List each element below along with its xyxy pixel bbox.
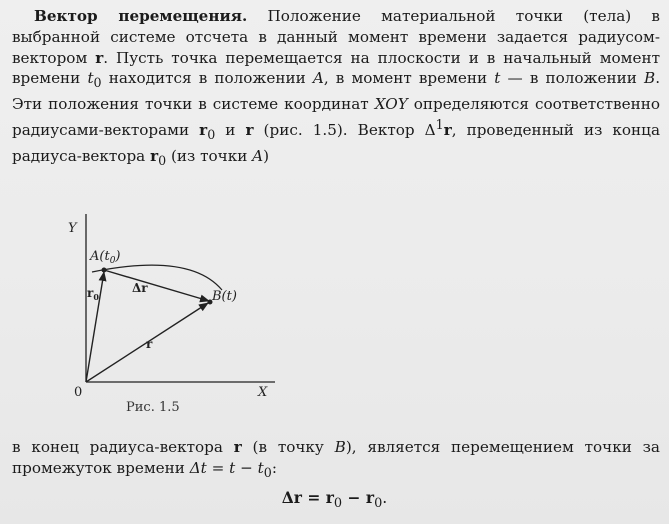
text-fragment: в конец радиуса-вектора (12, 438, 234, 456)
formula-lhs: Δr = r (281, 488, 334, 507)
vector-r0-label: $r_0$ (87, 286, 99, 302)
vector-delta-r-label: Δr (132, 281, 148, 295)
delta-symbol: Δ (424, 121, 436, 140)
vector-r: r (245, 121, 254, 140)
subscript: 0 (333, 496, 343, 512)
vector-r0: r (199, 121, 208, 140)
formula-end: . (382, 489, 388, 507)
vector-r0: r (150, 146, 159, 165)
var-t: t (87, 69, 94, 88)
origin-label: 0 (74, 385, 83, 400)
figure-1-5 (60, 200, 300, 430)
point-a-dot (102, 268, 107, 273)
paragraph-displacement-continued (12, 437, 660, 483)
text-fragment: определяются соответственно радиусами-векторами (12, 95, 660, 140)
vector-r: r (443, 121, 452, 140)
paragraph-heading: Вектор перемещения. (34, 7, 248, 25)
text-fragment: . Эти положения точки в системе координат (12, 69, 661, 114)
text-fragment: ) (263, 146, 270, 165)
text-fragment: Положение материальной точки (тела) в выбранной системе отсчета в данный момент времени задается радиусом-вектором (12, 7, 660, 67)
point-a: A (312, 69, 324, 88)
x-axis-label: X (258, 385, 268, 400)
point-b: B (334, 438, 346, 456)
text-fragment: (из точки (166, 146, 253, 165)
text-fragment: . Пусть точка перемещается на плоскости и в начальный момент времени (12, 48, 660, 88)
subscript: 0 (374, 496, 383, 512)
point-a-label: $A(t_0)$ (90, 249, 121, 266)
formula-mid: − r (342, 488, 375, 507)
text-fragment: (рис. 1.5). Вектор (253, 121, 425, 140)
subscript: 0 (158, 152, 167, 168)
point-b: B (644, 69, 656, 88)
displacement-diagram (60, 200, 300, 400)
point-b-label: B(t) (212, 289, 237, 304)
text-fragment: , в момент времени (323, 69, 495, 88)
text-fragment: и (215, 121, 246, 140)
vector-r: r (95, 48, 104, 67)
text-fragment: — в положении (500, 69, 645, 88)
text-fragment: (в точку (241, 438, 335, 456)
vector-r: r (233, 438, 242, 456)
time-interval: Δt = t − t (189, 459, 264, 477)
point-a: A (252, 146, 264, 165)
subscript: 0 (207, 127, 216, 143)
superscript: 1 (435, 117, 444, 133)
displacement-formula (0, 488, 669, 511)
vector-r-label: r (146, 337, 153, 351)
vector-delta-r-arrow (104, 270, 209, 301)
figure-caption: Рис. 1.5 (126, 400, 180, 415)
text-fragment: находится в положении (101, 69, 313, 88)
y-axis-label: Y (68, 221, 77, 236)
coord-system: XOY (374, 95, 408, 114)
paragraph-displacement-vector (12, 6, 660, 172)
var-t: t (494, 69, 501, 88)
subscript: 0 (93, 75, 102, 91)
text-fragment: , проведенный из конца радиуса-вектора (12, 121, 661, 165)
subscript: 0 (263, 465, 272, 481)
text-fragment: : (271, 459, 277, 477)
text-fragment: ), является перемещением точки за промежуток времени (12, 438, 660, 477)
